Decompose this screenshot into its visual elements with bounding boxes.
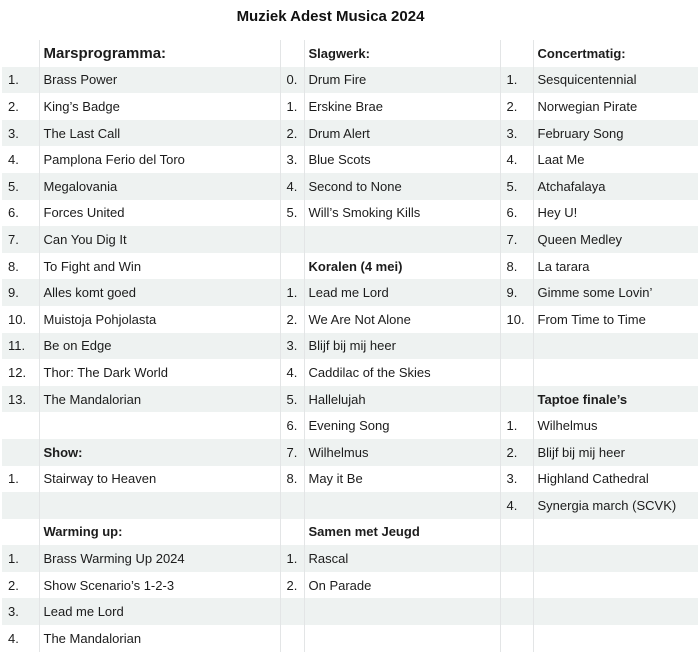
- title-cell: [533, 333, 698, 360]
- title-cell: [533, 359, 698, 386]
- title-cell: [533, 545, 698, 572]
- number-cell: 1.: [500, 67, 533, 94]
- number-cell: 5.: [500, 173, 533, 200]
- title-cell: [39, 412, 280, 439]
- number-cell: 1.: [280, 93, 304, 120]
- title-cell: Muistoja Pohjolasta: [39, 306, 280, 333]
- title-cell: Brass Warming Up 2024: [39, 545, 280, 572]
- number-cell: 2.: [500, 439, 533, 466]
- number-cell: [280, 40, 304, 67]
- title-cell: Laat Me: [533, 146, 698, 173]
- title-cell: The Mandalorian: [39, 386, 280, 413]
- title-cell: From Time to Time: [533, 306, 698, 333]
- number-cell: 2.: [280, 306, 304, 333]
- table-row: [2, 333, 698, 360]
- number-cell: [500, 333, 533, 360]
- title-cell: Evening Song: [304, 412, 500, 439]
- title-cell: Stairway to Heaven: [39, 466, 280, 493]
- number-cell: 1.: [2, 545, 39, 572]
- title-cell: Lead me Lord: [39, 598, 280, 625]
- table-row: [2, 146, 698, 173]
- title-cell: To Fight and Win: [39, 253, 280, 280]
- title-cell: Brass Power: [39, 67, 280, 94]
- title-cell: Thor: The Dark World: [39, 359, 280, 386]
- table-row: [2, 253, 698, 280]
- title-cell: La tarara: [533, 253, 698, 280]
- number-cell: 9.: [500, 279, 533, 306]
- number-cell: 5.: [280, 386, 304, 413]
- title-cell: Highland Cathedral: [533, 466, 698, 493]
- table-row: [2, 120, 698, 147]
- number-cell: 1.: [2, 466, 39, 493]
- title-cell: Drum Fire: [304, 67, 500, 94]
- table-row: [2, 439, 698, 466]
- table-row: [2, 173, 698, 200]
- title-cell: Hey U!: [533, 200, 698, 227]
- number-cell: 8.: [2, 253, 39, 280]
- title-cell: The Last Call: [39, 120, 280, 147]
- table-row: [2, 226, 698, 253]
- title-cell: Hallelujah: [304, 386, 500, 413]
- number-cell: [2, 439, 39, 466]
- title-cell: Be on Edge: [39, 333, 280, 360]
- number-cell: 8.: [280, 466, 304, 493]
- table-row: [2, 386, 698, 413]
- title-cell: Gimme some Lovin’: [533, 279, 698, 306]
- number-cell: 8.: [500, 253, 533, 280]
- number-cell: 3.: [500, 120, 533, 147]
- title-cell: [39, 492, 280, 519]
- title-cell: Blue Scots: [304, 146, 500, 173]
- title-cell: Synergia march (SCVK): [533, 492, 698, 519]
- title-cell: Drum Alert: [304, 120, 500, 147]
- number-cell: [280, 492, 304, 519]
- title-cell: Lead me Lord: [304, 279, 500, 306]
- table-row: [2, 625, 698, 652]
- number-cell: 13.: [2, 386, 39, 413]
- section-header: Koralen (4 mei): [304, 253, 500, 280]
- number-cell: 3.: [500, 466, 533, 493]
- number-cell: 10.: [2, 306, 39, 333]
- title-cell: King’s Badge: [39, 93, 280, 120]
- number-cell: [500, 598, 533, 625]
- section-header: Marsprogramma:: [39, 40, 280, 67]
- table-row: [2, 40, 698, 67]
- table-row: [2, 200, 698, 227]
- number-cell: [500, 386, 533, 413]
- number-cell: 2.: [2, 93, 39, 120]
- title-cell: [533, 572, 698, 599]
- number-cell: 3.: [2, 120, 39, 147]
- number-cell: [500, 625, 533, 652]
- title-cell: Norwegian Pirate: [533, 93, 698, 120]
- number-cell: [280, 253, 304, 280]
- table-row: [2, 466, 698, 493]
- number-cell: 2.: [280, 572, 304, 599]
- table-row: [2, 572, 698, 599]
- program-table-body: [2, 40, 698, 652]
- number-cell: 9.: [2, 279, 39, 306]
- title-cell: Will’s Smoking Kills: [304, 200, 500, 227]
- number-cell: 5.: [280, 200, 304, 227]
- number-cell: [2, 412, 39, 439]
- number-cell: 12.: [2, 359, 39, 386]
- section-header: Concertmatig:: [533, 40, 698, 67]
- number-cell: [500, 572, 533, 599]
- title-cell: Blijf bij mij heer: [304, 333, 500, 360]
- number-cell: 7.: [280, 439, 304, 466]
- program-table: [2, 40, 698, 652]
- title-cell: Can You Dig It: [39, 226, 280, 253]
- number-cell: 10.: [500, 306, 533, 333]
- table-row: [2, 359, 698, 386]
- number-cell: 1.: [280, 545, 304, 572]
- title-cell: [533, 625, 698, 652]
- table-row: [2, 519, 698, 546]
- section-header: Slagwerk:: [304, 40, 500, 67]
- title-cell: May it Be: [304, 466, 500, 493]
- number-cell: 4.: [2, 146, 39, 173]
- number-cell: 2.: [500, 93, 533, 120]
- number-cell: 4.: [500, 146, 533, 173]
- number-cell: 3.: [280, 333, 304, 360]
- number-cell: 11.: [2, 333, 39, 360]
- number-cell: 4.: [2, 625, 39, 652]
- number-cell: 3.: [280, 146, 304, 173]
- table-row: [2, 279, 698, 306]
- number-cell: 1.: [280, 279, 304, 306]
- number-cell: [280, 226, 304, 253]
- number-cell: 1.: [2, 67, 39, 94]
- title-cell: Blijf bij mij heer: [533, 439, 698, 466]
- section-header: Show:: [39, 439, 280, 466]
- number-cell: 3.: [2, 598, 39, 625]
- section-header: Samen met Jeugd: [304, 519, 500, 546]
- number-cell: [500, 519, 533, 546]
- title-cell: On Parade: [304, 572, 500, 599]
- title-cell: We Are Not Alone: [304, 306, 500, 333]
- title-cell: Sesquicentennial: [533, 67, 698, 94]
- title-cell: Forces United: [39, 200, 280, 227]
- number-cell: [500, 359, 533, 386]
- number-cell: 4.: [500, 492, 533, 519]
- number-cell: [280, 519, 304, 546]
- title-cell: The Mandalorian: [39, 625, 280, 652]
- title-cell: Caddilac of the Skies: [304, 359, 500, 386]
- number-cell: [500, 40, 533, 67]
- table-row: [2, 598, 698, 625]
- number-cell: 6.: [500, 200, 533, 227]
- number-cell: 4.: [280, 173, 304, 200]
- title-cell: Erskine Brae: [304, 93, 500, 120]
- title-cell: Wilhelmus: [304, 439, 500, 466]
- title-cell: [304, 598, 500, 625]
- number-cell: [280, 598, 304, 625]
- number-cell: [2, 40, 39, 67]
- table-row: [2, 545, 698, 572]
- title-cell: Wilhelmus: [533, 412, 698, 439]
- number-cell: [2, 492, 39, 519]
- table-row: [2, 306, 698, 333]
- section-header: Warming up:: [39, 519, 280, 546]
- title-cell: Atchafalaya: [533, 173, 698, 200]
- title-cell: Alles komt goed: [39, 279, 280, 306]
- number-cell: 4.: [280, 359, 304, 386]
- number-cell: [280, 625, 304, 652]
- title-cell: Show Scenario’s 1-2-3: [39, 572, 280, 599]
- title-cell: Megalovania: [39, 173, 280, 200]
- title-cell: [304, 625, 500, 652]
- number-cell: 7.: [2, 226, 39, 253]
- number-cell: 6.: [2, 200, 39, 227]
- number-cell: 1.: [500, 412, 533, 439]
- title-cell: Second to None: [304, 173, 500, 200]
- number-cell: 0.: [280, 67, 304, 94]
- table-row: [2, 492, 698, 519]
- section-header: Taptoe finale’s: [533, 386, 698, 413]
- title-cell: Rascal: [304, 545, 500, 572]
- title-cell: February Song: [533, 120, 698, 147]
- number-cell: 7.: [500, 226, 533, 253]
- number-cell: 2.: [280, 120, 304, 147]
- page-title: Muziek Adest Musica 2024: [236, 8, 425, 25]
- table-row: [2, 67, 698, 94]
- title-cell: [533, 519, 698, 546]
- title-cell: Queen Medley: [533, 226, 698, 253]
- number-cell: 6.: [280, 412, 304, 439]
- title-cell: [304, 226, 500, 253]
- number-cell: 2.: [2, 572, 39, 599]
- title-cell: [304, 492, 500, 519]
- table-row: [2, 93, 698, 120]
- title-cell: [533, 598, 698, 625]
- table-row: [2, 412, 698, 439]
- number-cell: [500, 545, 533, 572]
- title-cell: Pamplona Ferio del Toro: [39, 146, 280, 173]
- number-cell: 5.: [2, 173, 39, 200]
- number-cell: [2, 519, 39, 546]
